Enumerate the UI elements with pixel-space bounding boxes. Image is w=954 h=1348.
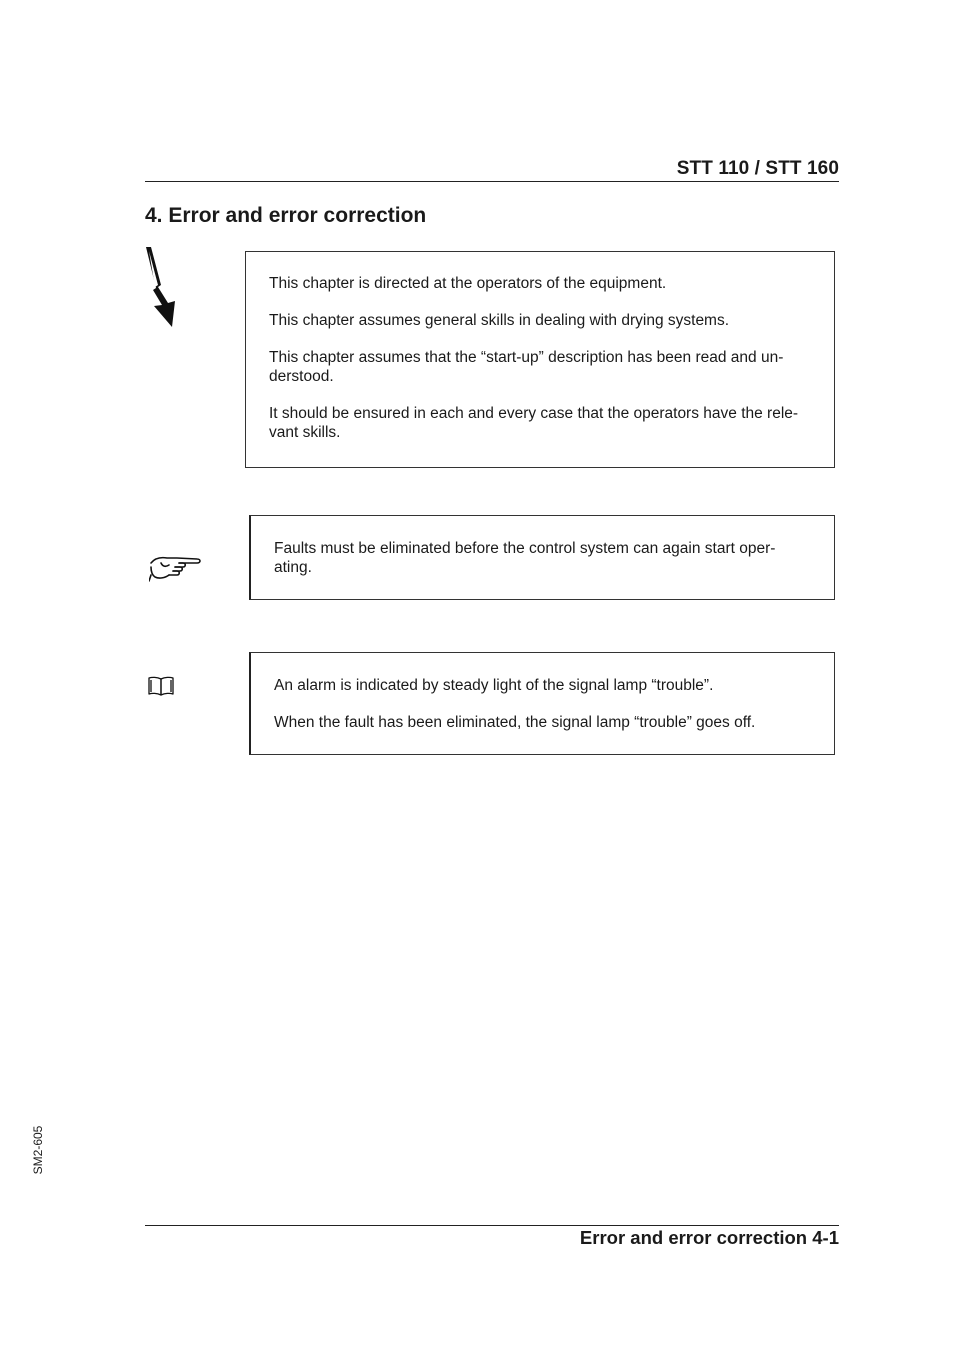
info-line: When the fault has been eliminated, the signal lamp “trouble” goes off. <box>274 714 756 731</box>
note-box <box>249 515 835 600</box>
info-line: An alarm is indicated by steady light of the signal lamp “trouble”. <box>274 677 714 694</box>
pointing-hand-icon <box>149 553 203 583</box>
header-divider <box>145 181 839 182</box>
warning-line: This chapter assumes general skills in dealing with drying systems. <box>269 312 730 329</box>
warning-box <box>245 251 835 468</box>
footer-divider <box>145 1225 839 1226</box>
page-footer: Error and error correction 4-1 <box>579 1227 839 1248</box>
lightning-warning-icon <box>144 245 186 329</box>
document-model-header: STT 110 / STT 160 <box>676 158 839 179</box>
chapter-title: 4. Error and error correction <box>145 204 427 227</box>
note-line: Faults must be eliminated before the control system can again start oper-ating. <box>274 540 776 576</box>
warning-line: It should be ensured in each and every case that the operators have the rele-vant skills. <box>269 405 799 441</box>
warning-line: This chapter assumes that the “start-up” description has been read and un-derstood. <box>269 349 784 385</box>
warning-line: This chapter is directed at the operators of the equipment. <box>269 275 667 292</box>
document-code: SM2-605 <box>31 1125 45 1175</box>
open-book-icon <box>147 675 175 697</box>
info-box <box>249 652 835 755</box>
